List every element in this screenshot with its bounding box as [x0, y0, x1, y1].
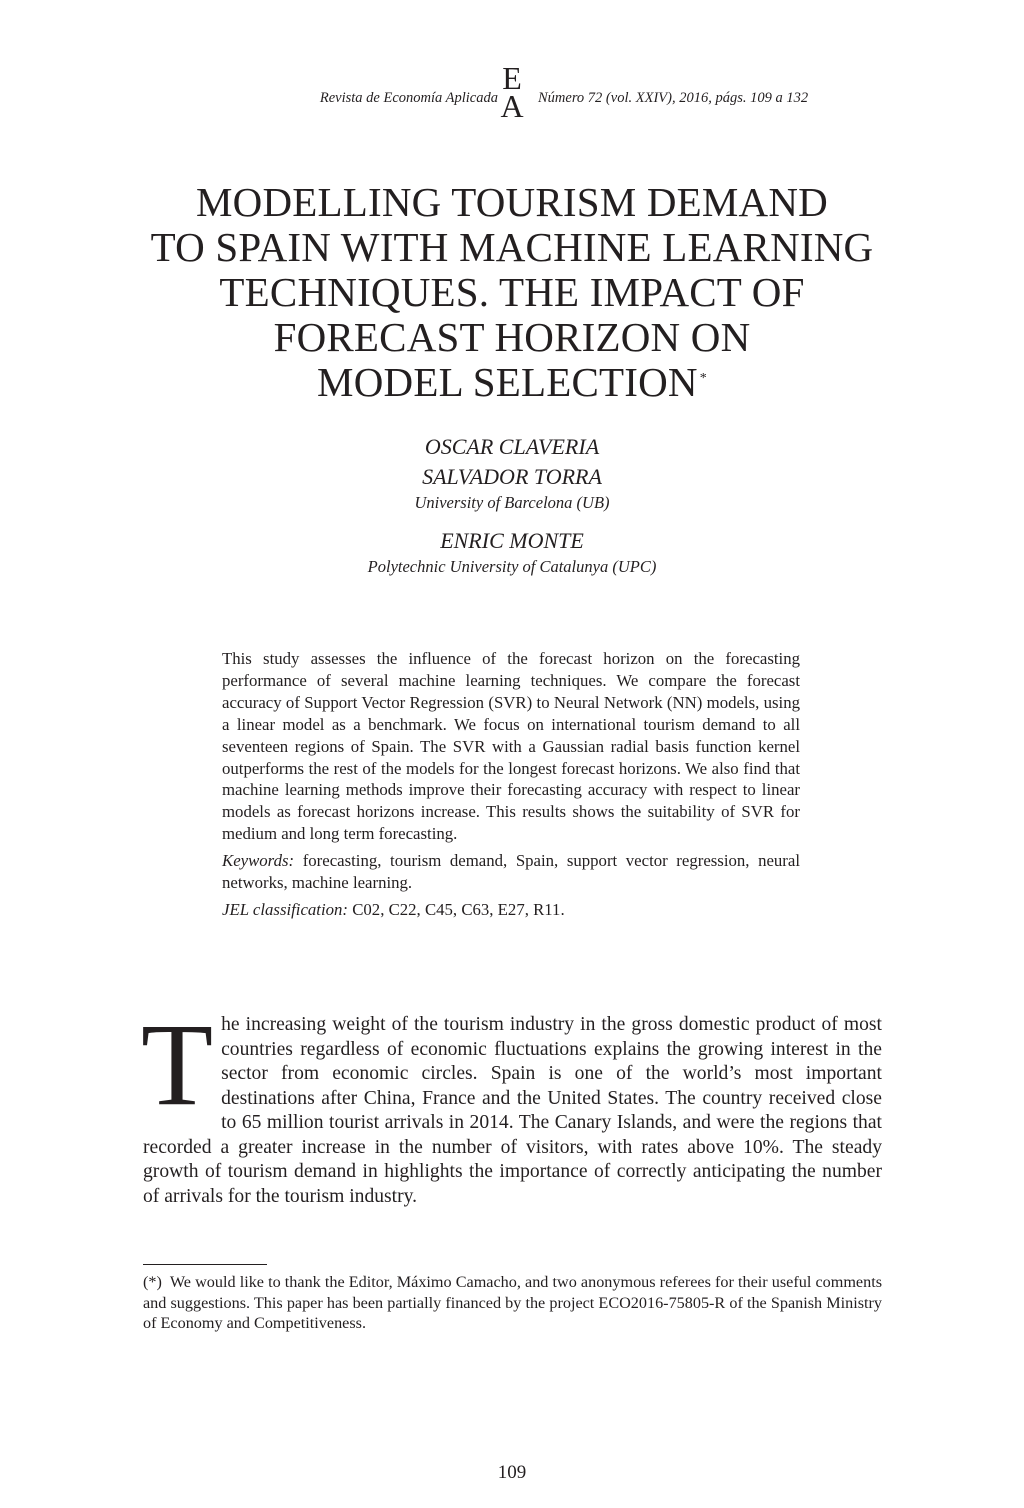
author-affiliation: University of Barcelona (UB)	[414, 493, 610, 512]
title-line: FORECAST HORIZON ON	[273, 314, 751, 360]
intro-paragraph	[141, 999, 882, 1209]
author-name: ENRIC MONTE	[440, 528, 584, 553]
title-line-last	[0, 360, 1024, 405]
issue-info: Número 72 (vol. XXIV), 2016, págs. 109 a 132	[538, 90, 809, 106]
title-footnote-mark: *	[699, 371, 707, 386]
footnote-mark: (*)	[143, 1273, 162, 1291]
paper-title	[0, 180, 1024, 405]
footnote-divider	[143, 1264, 267, 1265]
title-line-text: MODEL SELECTION	[317, 359, 698, 405]
intro-text: he increasing weight of the tourism industry in the gross domestic product of most countries regardless of economic fluctuations explains the growing interest in the sector from economic circles. Spain is one of the world’s most important destinations after China, France and the United States. The country received close to 65 million tourist arrivals in 2014. The Canary Islands, and were the regions that recorded a greater increase in the number of visitors, with rates above 10%. The steady growth of tourism demand in highlights the importance of correctly anticipating the number of arrivals for the tourism industry.	[143, 1014, 882, 1207]
keywords-list: forecasting, tourism demand, Spain, support vector regression, neural networks, machine learning.	[222, 851, 800, 893]
footnote-text: We would like to thank the Editor, Máximo Camacho, and two anonymous referees for their useful comments and suggestions. This paper has been partially financed by the project ECO2016-75805-R of the Spanish Ministry of Economy and Competitiveness.	[143, 1273, 882, 1332]
keywords-label: Keywords:	[222, 851, 295, 871]
journal-logo	[496, 60, 528, 124]
title-line: TO SPAIN WITH MACHINE LEARNING	[150, 224, 874, 270]
abstract	[222, 648, 800, 921]
title-line: MODELLING TOURISM DEMAND	[196, 179, 828, 225]
journal-name: Revista de Economía Aplicada	[319, 90, 498, 106]
drop-cap: T	[141, 999, 214, 1130]
title-line: TECHNIQUES. THE IMPACT OF	[219, 269, 805, 315]
jel-codes: C02, C22, C45, C63, E27, R11.	[352, 899, 565, 919]
jel-label: JEL classification:	[222, 899, 349, 919]
footnote	[143, 1272, 882, 1334]
jel-classification	[222, 899, 800, 921]
author-affiliation: Polytechnic University of Catalunya (UPC)	[367, 557, 657, 576]
logo-letter-a: A	[500, 88, 524, 124]
author-block	[0, 432, 1024, 578]
running-header	[0, 60, 1024, 128]
author-name: OSCAR CLAVERIA	[424, 434, 600, 459]
logo-letter-e: E	[502, 60, 522, 96]
author-name: SALVADOR TORRA	[422, 464, 602, 489]
page-number: 109	[497, 1462, 527, 1483]
keywords	[222, 850, 800, 894]
abstract-text: This study assesses the influence of the forecast horizon on the forecasting performance of several machine learning techniques. We compare the forecast accuracy of Support Vector Regression (SVR) to Neural Network (NN) models, using a linear model as a benchmark. We focus on international tourism demand to all seventeen regions of Spain. The SVR with a Gaussian radial basis function kernel outperforms the rest of the models for the longest forecast horizons. We also find that machine learning methods improve their forecasting accuracy with respect to linear models as forecast horizons increase. This results shows the suitability of SVR for medium and long term forecasting.	[222, 649, 800, 844]
